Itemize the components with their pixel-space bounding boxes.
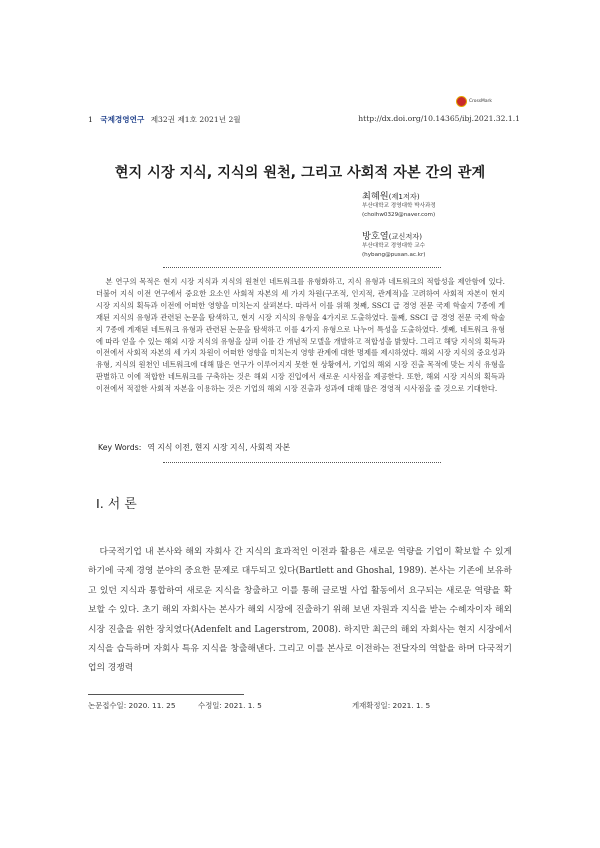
keywords-value: 역 지식 이전, 현지 시장 지식, 사회적 자본 — [147, 443, 291, 452]
abstract-text: 본 연구의 목적은 현지 시장 지식과 지식의 원천인 네트워크를 유형화하고, 지식 유형과 네트워크의 적합성을 제안함에 있다. 더불어 지식 이전 연구에서 중요한 요소인 사회적 자본의 세 가지 차원(구조적, 인지적, 관계적)을 고려하여 사회적 자본이 현지 시장 지식의 획득과 이전에 어떠한 영향을 미치는지 살펴본다. 따라서 이를 위해 첫째, SSCI 급 경영 전문 국제 학술지 7종에 게재된 지식의 유형과 관련된 논문을 탐색하고, 현지 시장 지식의 유형을 4가지로 도출하였다. 둘째, SSCI 급 경영 전문 국제 학술지 7종에 게재된 네트워크 유형과 관련된 논문을 탐색하고 이를 4가지 유형으로 나누어 특성을 도출하였다. 셋째, 네트워크 유형에 따라 얻을 수 있는 해외 시장 지식의 유형을 살펴 이를 간 개념적 모델을 개발하고 적합성을 밝혔다. 그리고 해당 지식의 획득과 이전에서 사회적 자본의 세 가지 차원이 어떠한 영향을 미치는지 영향 관계에 대한 명제를 제시하였다. 해외 시장 지식의 중요성과 유형, 지식의 원천인 네트워크에 대해 많은 연구가 이루어지지 못한 현 상황에서, 기업의 해외 시장 진출 목적에 맞는 지식 유형을 판별하고 이에 적합한 네트워크를 구축하는 것은 해외 시장 진입에서 새로운 시사점을 제공한다. 또한, 해외 시장 지식의 획득과 이전에서 적절한 사회적 자본을 이용하는 것은 기업의 해외 시장 진출과 성과에 대해 많은 경영적 시사점을 줄 것으로 기대한다. — [96, 277, 505, 394]
footnote-divider — [88, 694, 244, 695]
author-block-1 — [362, 188, 436, 220]
page-number: 1 — [88, 115, 93, 124]
author-name: 최혜원 — [362, 191, 389, 202]
abstract — [96, 276, 505, 395]
revised-date: 수정일: 2021. 1. 5 — [198, 701, 262, 710]
journal-name: 국제경영연구 — [100, 115, 145, 124]
section-heading: Ⅰ. 서 론 — [96, 497, 137, 512]
crossmark-label: CrossMark — [469, 99, 492, 104]
abstract-bottom-divider — [163, 462, 441, 463]
body-paragraph: 다국적기업 내 본사와 해외 자회사 간 지식의 효과적인 이전과 활용은 새로운 역량을 기업이 확보할 수 있게 하기에 국제 경영 분야의 중요한 문제로 대두되고 있다(Bartlett and Ghoshal, 1989). 본사는 기존에 보유하고 있던 지식과 통합하여 새로운 지식을 창출하고 이를 통해 글로벌 사업 활동에서 요구되는 새로운 역량을 확보할 수 있다. 초기 해외 자회사는 본사가 해외 시장에 진출하기 위해 보낸 자원과 지식을 받는 수혜자이자 해외 시장 진출을 위한 장치였다(Adenfelt and Lagerstrom, 2008). 하지만 최근의 해외 자회사는 현지 시장에서 지식을 습득하며 자회사 특유 지식을 창출해낸다. 그리고 이를 본사로 이전하는 전달자의 역할을 하며 다국적기업의 경쟁력 — [88, 547, 512, 674]
author-affiliation: 부산대학교 경영대학 박사과정 — [362, 203, 436, 209]
volume-issue: 제32권 제1호 2021년 2월 — [150, 115, 241, 124]
author-role: (교신저자) — [388, 232, 423, 241]
doi-link[interactable]: http://dx.doi.org/10.14365/ibj.2021.32.1.1 — [358, 114, 520, 123]
paper-title: 현지 시장 지식, 지식의 원천, 그리고 사회적 자본 간의 관계 — [114, 165, 486, 181]
author-name: 방호열 — [362, 231, 389, 242]
author-email: (hybang@pusan.ac.kr) — [362, 252, 426, 258]
body-text-block — [88, 543, 512, 679]
author-block-2 — [362, 228, 425, 260]
author-affiliation: 부산대학교 경영대학 교수 — [362, 243, 425, 249]
accepted-date: 게재확정일: 2021. 1. 5 — [352, 701, 431, 710]
crossmark-badge[interactable] — [456, 96, 500, 110]
keywords — [98, 442, 290, 453]
abstract-top-divider — [163, 267, 441, 268]
crossmark-icon — [456, 96, 467, 107]
author-email: (choihw0329@naver.com) — [362, 212, 436, 218]
page-header — [88, 114, 520, 128]
author-role: (제1저자) — [388, 192, 420, 201]
keywords-label: Key Words: — [98, 443, 142, 452]
received-date: 논문접수일: 2020. 11. 25 — [88, 701, 176, 710]
